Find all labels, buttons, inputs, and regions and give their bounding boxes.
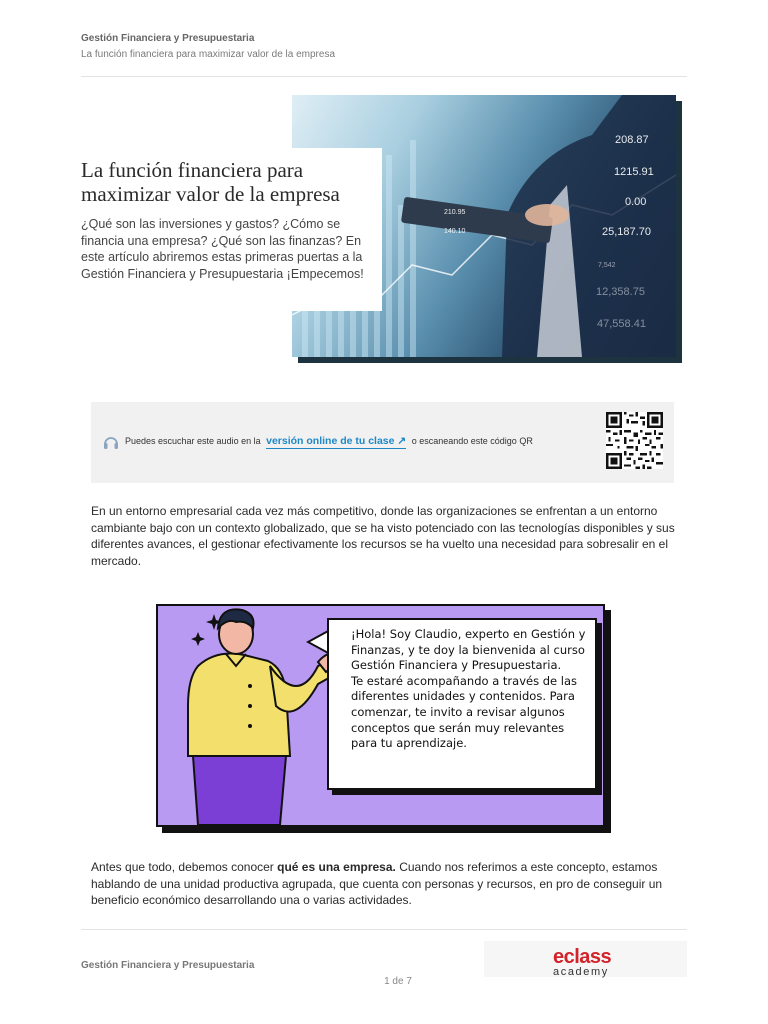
photo-number: 47,558.41 (597, 318, 646, 330)
header-subtitle: La función financiera para maximizar valor de la empresa (81, 49, 336, 60)
photo-number: 12,358.75 (596, 286, 645, 298)
header-divider (81, 76, 687, 77)
photo-number: 140.10 (444, 228, 466, 235)
page-title: La función financiera para maximizar valor de la empresa (81, 158, 340, 206)
photo-number: 1215.91 (614, 166, 654, 178)
photo-number: 208.87 (615, 134, 649, 146)
intro-text: ¿Qué son las inversiones y gastos? ¿Cómo se financia una empresa? ¿Qué son las finanzas? En este artículo abriremos estas primeras puertas a la Gestión Financiera y Presupuestaria ¡Empecemos! (81, 217, 364, 281)
eclass-logo: eclass (553, 946, 612, 968)
photo-number: 7,542 (598, 262, 616, 269)
photo-number: 25,187.70 (602, 226, 651, 238)
headphones-icon (102, 433, 120, 451)
online-class-link[interactable] (266, 435, 406, 449)
header-course-title: Gestión Financiera y Presupuestaria (81, 33, 255, 44)
page-number: 1 de 7 (384, 976, 412, 987)
audio-prefix: Puedes escuchar este audio en la (125, 436, 261, 446)
qr-code[interactable] (606, 412, 663, 469)
audio-text (125, 435, 533, 447)
body-paragraph-2 (91, 859, 677, 909)
paragraph-emphasis: qué es una empresa. (277, 860, 396, 874)
eclass-logo-subtitle: academy (553, 966, 609, 978)
body-paragraph: En un entorno empresarial cada vez más competitivo, donde las organizaciones se enfrentan a un entorno cambiante bajo con un contexto globalizado, que se ha visto potenciado con las tecnologías disponibles y sus diferentes avances, el gestionar efectivamente los recursos se ha vuelto una necesidad para sobresalir en el mercado. (91, 504, 675, 568)
external-link-icon[interactable]: ↗ (397, 435, 407, 447)
online-class-link-label[interactable]: versión online de tu clase (266, 435, 395, 447)
footer-divider (81, 929, 687, 930)
photo-number: 210.95 (444, 209, 466, 216)
speech-bubble-text: ¡Hola! Soy Claudio, experto en Gestión y Finanzas, y te doy la bienvenida al curso Gestión Financiera y Presupuestaria. Te estaré acompañando a través de las diferentes unidades y contenidos. Para comenzar, te invito a revisar algunos conceptos que serán muy relevantes para tu aprendizaje. (351, 627, 586, 751)
audio-suffix: o escaneando este código QR (411, 436, 533, 446)
paragraph-rest: Cuando nos referimos a este concepto, estamos hablando de una unidad productiva agrupada, que cuenta con personas y recursos, en pro de conseguir un beneficio económico desarrollando una o varias actividades. (91, 860, 663, 907)
photo-number: 0.00 (625, 196, 647, 208)
paragraph-lead: Antes que todo, debemos conocer (91, 860, 274, 874)
footer-course-title: Gestión Financiera y Presupuestaria (81, 960, 255, 971)
